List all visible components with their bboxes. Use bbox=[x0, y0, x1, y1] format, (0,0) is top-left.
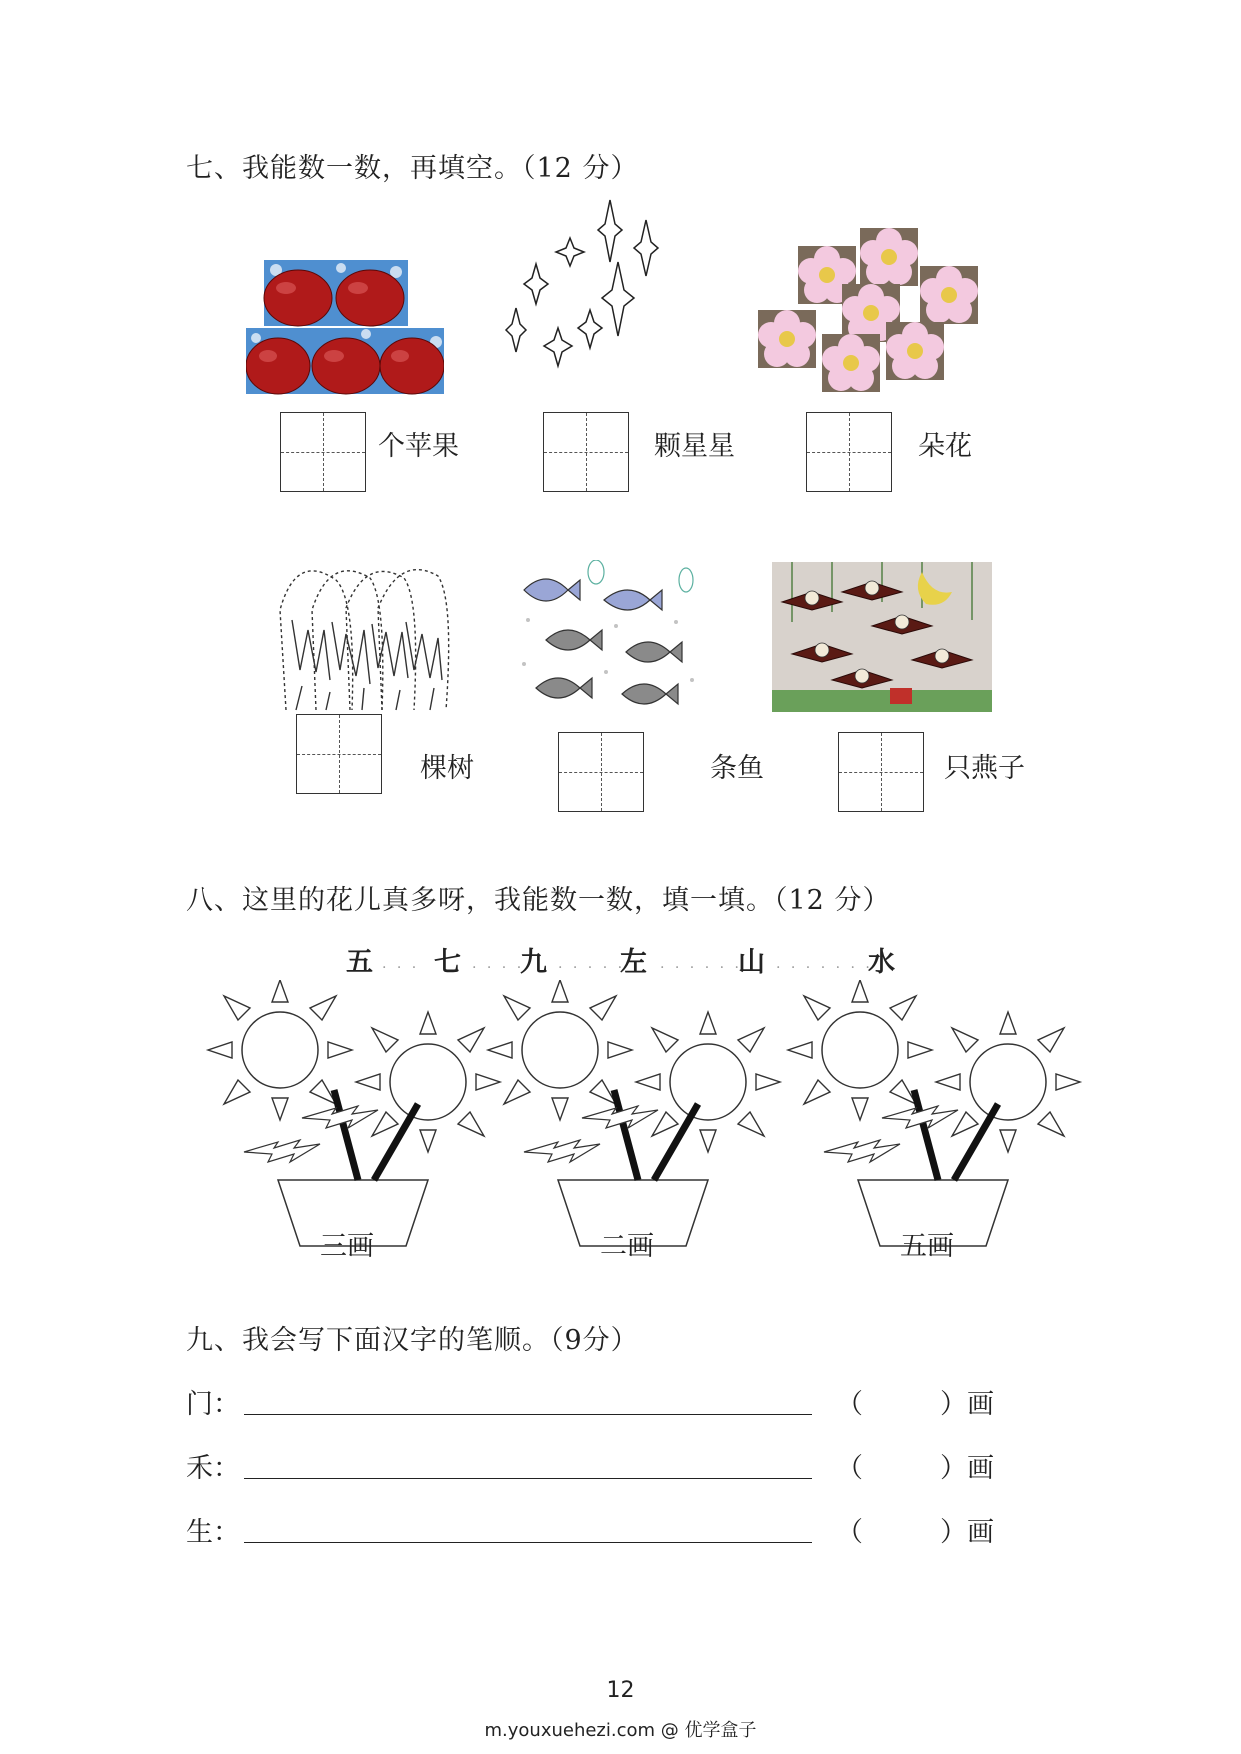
character-1[interactable]: 七 bbox=[434, 947, 461, 978]
dot-separator: . . . . . . bbox=[660, 956, 742, 972]
dot-separator: . . . . bbox=[472, 956, 525, 972]
stroke-count-open-2: （ bbox=[836, 1453, 863, 1484]
page-number: 12 bbox=[606, 1678, 635, 1703]
tree-count-box[interactable] bbox=[296, 714, 382, 794]
stars-picture bbox=[500, 198, 670, 378]
stroke-order-line-2[interactable] bbox=[244, 1458, 812, 1479]
stroke-order-line-1[interactable] bbox=[244, 1394, 812, 1415]
pot-label-2: 二画 bbox=[600, 1231, 654, 1262]
stroke-char-1: 门： bbox=[186, 1389, 240, 1420]
section-8-title: 八、这里的花儿真多呀，我能数一数，填一填。（12 分） bbox=[186, 885, 891, 916]
character-2[interactable]: 九 bbox=[520, 947, 547, 978]
character-5[interactable]: 水 bbox=[868, 947, 895, 978]
stroke-count-close-1: ）画 bbox=[940, 1389, 994, 1420]
stroke-char-3: 生： bbox=[186, 1517, 240, 1548]
stroke-count-open-3: （ bbox=[836, 1517, 863, 1548]
character-3[interactable]: 左 bbox=[620, 947, 647, 978]
character-0[interactable]: 五 bbox=[346, 947, 373, 978]
tree-unit-label: 棵树 bbox=[420, 753, 474, 784]
dot-separator: . . . . . . . bbox=[776, 956, 873, 972]
apple-unit-label: 个苹果 bbox=[378, 431, 459, 462]
fish-unit-label: 条鱼 bbox=[710, 753, 764, 784]
stroke-order-line-3[interactable] bbox=[244, 1522, 812, 1543]
pot-label-1: 三画 bbox=[320, 1231, 374, 1262]
flower-count-box[interactable] bbox=[806, 412, 892, 492]
stroke-count-close-3: ）画 bbox=[940, 1517, 994, 1548]
apple-count-box[interactable] bbox=[280, 412, 366, 492]
stroke-count-open-1: （ bbox=[836, 1389, 863, 1420]
section-9-title: 九、我会写下面汉字的笔顺。（9分） bbox=[186, 1325, 639, 1356]
star-unit-label: 颗星星 bbox=[654, 431, 735, 462]
flower-unit-label: 朵花 bbox=[918, 431, 972, 462]
dot-separator: . . . bbox=[382, 956, 420, 972]
pot-label-3: 五画 bbox=[900, 1231, 954, 1262]
apples-picture bbox=[246, 258, 444, 396]
fish-picture bbox=[516, 560, 696, 718]
stroke-count-close-2: ）画 bbox=[940, 1453, 994, 1484]
dot-separator: . . . . . bbox=[558, 956, 626, 972]
stroke-char-2: 禾： bbox=[186, 1453, 240, 1484]
swallow-unit-label: 只燕子 bbox=[944, 753, 1025, 784]
fish-count-box[interactable] bbox=[558, 732, 644, 812]
star-count-box[interactable] bbox=[543, 412, 629, 492]
trees-picture bbox=[266, 560, 466, 720]
swallows-picture bbox=[772, 562, 992, 712]
character-4[interactable]: 山 bbox=[738, 947, 765, 978]
section-7-title: 七、我能数一数，再填空。（12 分） bbox=[186, 153, 639, 184]
flowers-picture bbox=[752, 226, 980, 394]
swallow-count-box[interactable] bbox=[838, 732, 924, 812]
site-footer: m.youxuehezi.com @ 优学盒子 bbox=[484, 1720, 757, 1741]
